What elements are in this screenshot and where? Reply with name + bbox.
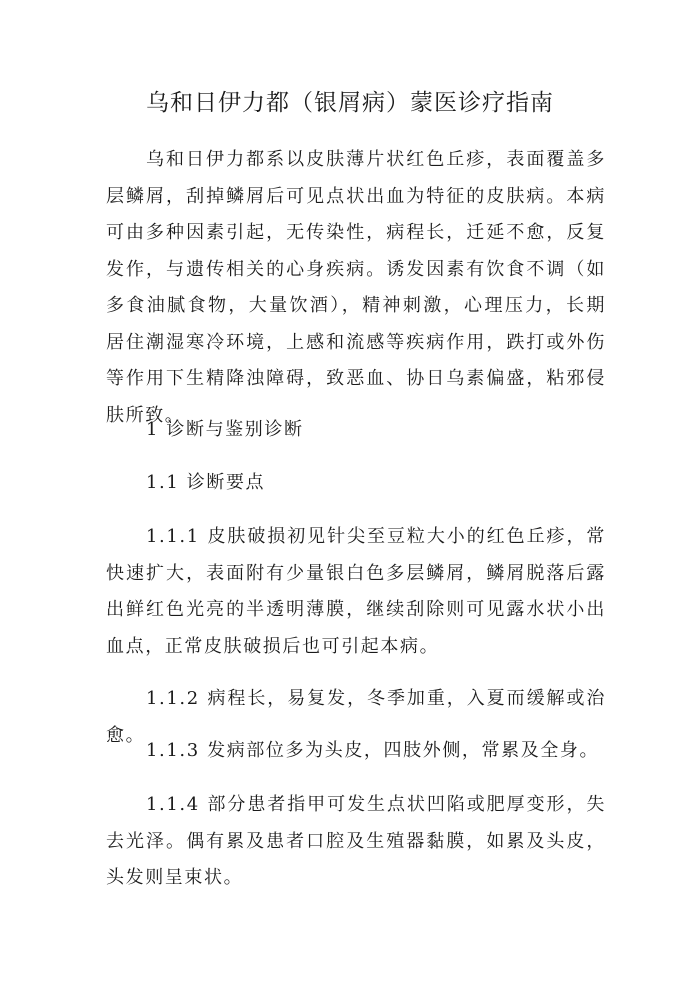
list-item-1-1-2: 1.1.2 病程长，易复发，冬季加重，入夏而缓解或治愈。 xyxy=(106,688,606,746)
intro-paragraph: 乌和日伊力都系以皮肤薄片状红色丘疹，表面覆盖多层鳞屑，刮掉鳞屑后可见点状出血为特征的皮肤病。本病可由多种因素引起，无传染性，病程长，迁延不愈，反复发作，与遗传相关的心身疾病。诱发因素有饮食不调（如多食油腻食物，大量饮酒），精神刺激，心理压力，长期居住潮湿寒冷环境，上感和流感等疾病作用，跌打或外伤等作用下生精降浊障碍，致恶血、协日乌素偏盛，粘邪侵肤所致。 xyxy=(106,149,606,426)
document-title: 乌和日伊力都（银屑病）蒙医诊疗指南 xyxy=(146,90,554,116)
section-heading-1-1: 1.1 诊断要点 xyxy=(146,472,266,493)
list-item-1-1-4: 1.1.4 部分患者指甲可发生点状凹陷或肥厚变形，失去光泽。偶有累及患者口腔及生殖器黏膜，如累及头皮，头发则呈束状。 xyxy=(106,794,606,888)
list-item-1-1-1: 1.1.1 皮肤破损初见针尖至豆粒大小的红色丘疹，常快速扩大，表面附有少量银白色多层鳞屑，鳞屑脱落后露出鲜红色光亮的半透明薄膜，继续刮除则可见露水状小出血点，正常皮肤破损后也可引起本病。 xyxy=(106,526,606,657)
section-heading-1: 1 诊断与鉴别诊断 xyxy=(146,419,304,440)
list-item-1-1-3: 1.1.3 发病部位多为头皮，四肢外侧，常累及全身。 xyxy=(146,740,600,761)
